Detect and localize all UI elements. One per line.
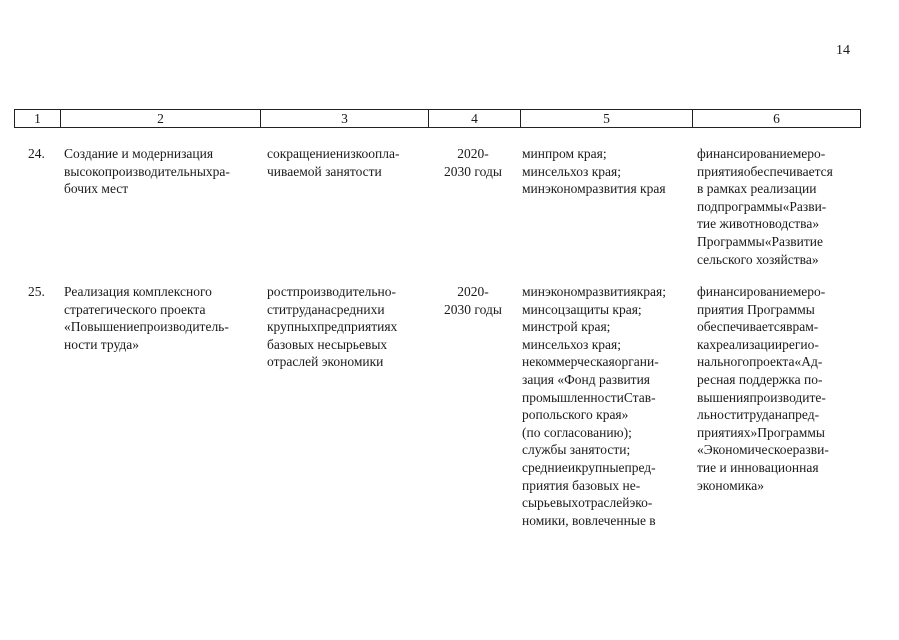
text-line: нальногопроекта«Ад- xyxy=(697,354,823,370)
measure-title xyxy=(64,283,256,353)
implementation-period xyxy=(433,283,513,318)
text-line: зация «Фонд развития xyxy=(522,371,650,387)
text-line: чиваемой занятости xyxy=(267,163,382,179)
column-number-3: 3 xyxy=(261,110,429,128)
text-line: приятиях»Программы xyxy=(697,424,825,440)
text-line: базовых несырьевых xyxy=(267,336,388,352)
column-number-2: 2 xyxy=(61,110,261,128)
text-line: некоммерческаяоргани- xyxy=(522,354,659,370)
text-line: тие и инновационная xyxy=(697,459,819,475)
column-number-6: 6 xyxy=(693,110,861,128)
text-line: минсельхоз края; xyxy=(522,163,621,179)
text-line: «Экономическоеразви- xyxy=(697,442,829,458)
row-number: 24. xyxy=(28,146,45,161)
text-line: сокращениенизкоопла- xyxy=(267,146,400,161)
column-number-4: 4 xyxy=(429,110,521,128)
row-number: 25. xyxy=(28,284,45,299)
text-line: ростпроизводительно- xyxy=(267,284,397,299)
text-line: (по согласованию); xyxy=(522,424,632,440)
text-line: 2030 годы xyxy=(444,301,502,317)
implementation-period xyxy=(433,145,513,180)
text-line: минсоцзащиты края; xyxy=(522,301,642,317)
text-line: приятияобеспечивается xyxy=(697,163,833,179)
expected-result xyxy=(267,145,424,180)
text-line: Программы«Развитие xyxy=(697,233,823,249)
text-line: минстрой края; xyxy=(522,319,611,335)
text-line: ропольского края» xyxy=(522,407,629,423)
text-line: в рамках реализации xyxy=(697,181,817,197)
text-line: ститруданасреднихи xyxy=(267,301,385,317)
text-line: 2030 годы xyxy=(444,163,502,179)
text-line: «Повышениепроизводитель- xyxy=(64,319,229,335)
financing-source xyxy=(697,283,855,494)
text-line: финансированиемеро- xyxy=(697,284,826,299)
text-line: высокопроизводительныхра- xyxy=(64,163,230,179)
column-number-header xyxy=(14,109,861,128)
text-line: бочих мест xyxy=(64,181,129,197)
text-line: кахреализациирегио- xyxy=(697,336,819,352)
text-line: финансированиемеро- xyxy=(697,146,826,161)
text-line: обеспечиваетсяврам- xyxy=(697,319,819,335)
text-line: ресная поддержка по- xyxy=(697,371,823,387)
text-line: Реализация комплексного xyxy=(64,284,212,299)
text-line: сырьевыхотраслейэко- xyxy=(522,495,653,511)
text-line: минэкономразвитиякрая; xyxy=(522,284,666,299)
column-number-1: 1 xyxy=(15,110,61,128)
text-line: средниеикрупныепред- xyxy=(522,459,656,475)
text-line: льноститруданапред- xyxy=(697,407,820,423)
expected-result xyxy=(267,283,424,371)
text-line: Создание и модернизация xyxy=(64,146,214,161)
page-number: 14 xyxy=(836,43,850,58)
responsible-executors xyxy=(522,283,686,529)
text-line: подпрограммы«Разви- xyxy=(697,198,827,214)
responsible-executors xyxy=(522,145,686,198)
text-line: сельского хозяйства» xyxy=(697,251,819,267)
text-line: 2020- xyxy=(457,284,489,299)
text-line: промышленностиСтав- xyxy=(522,389,656,405)
text-line: минпром края; xyxy=(522,146,607,161)
column-number-5: 5 xyxy=(521,110,693,128)
text-line: минсельхоз края; xyxy=(522,336,621,352)
text-line: приятия базовых не- xyxy=(522,477,641,493)
text-line: номики, вовлеченные в xyxy=(522,512,656,528)
text-line: вышенияпроизводите- xyxy=(697,389,826,405)
text-line: ности труда» xyxy=(64,336,139,352)
financing-source xyxy=(697,145,855,268)
text-line: приятия Программы xyxy=(697,301,815,317)
text-line: стратегического проекта xyxy=(64,301,206,317)
text-line: службы занятости; xyxy=(522,442,631,458)
text-line: тие животноводства» xyxy=(697,216,820,232)
text-line: 2020- xyxy=(457,146,489,161)
text-line: экономика» xyxy=(697,477,764,493)
text-line: минэкономразвития края xyxy=(522,181,666,197)
text-line: отраслей экономики xyxy=(267,354,384,370)
text-line: крупныхпредприятиях xyxy=(267,319,398,335)
measure-title xyxy=(64,145,256,198)
